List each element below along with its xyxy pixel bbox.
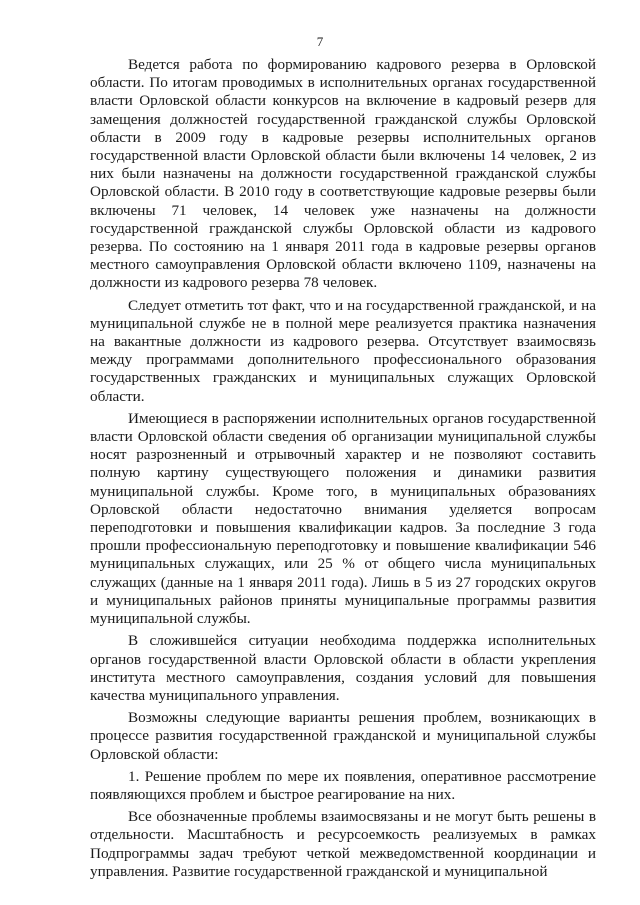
- paragraph-municipal-service-info: Имеющиеся в распоряжении исполнительных органов государственной власти Орловской области сведения об организации муниципальной службы носят разрозненный и отрывочный характер и не позволяют составить полную картину существующего положения и динамики развития муниципальной службы. Кроме того, в муниципальных образованиях Орловской области недостаточно внимания уделяется вопросам переподготовки и повышения квалификации кадров. За последние 3 года прошли профессиональную переподготовку и повышение квалификации 546 муниципальных служащих, или 25 % от общего числа муниципальных служащих (данные на 1 января 2011 года). Лишь в 5 из 27 городских округов и муниципальных районов приняты муниципальные программы развития муниципальной службы.: [90, 409, 596, 628]
- paragraph-option-one: 1. Решение проблем по мере их появления, оперативное рассмотрение появляющихся проблем и быстрое реагирование на них.: [90, 767, 596, 803]
- paragraph-personnel-reserve: Ведется работа по формированию кадрового резерва в Орловской области. По итогам проводимых в исполнительных органах государственной власти Орловской области конкурсов на включение в кадровый резерв для замещения должностей государственной гражданской службы Орловской области в 2009 году в кадровые резервы исполнительных органов государственной власти Орловской области были включены 14 человек, 2 из них были назначены на должности государственной гражданской службы Орловской области. В 2010 году в соответствующие кадровые резервы были включены 71 человек, 14 человек уже назначены на должности государственной гражданской службы Орловской области из кадрового резерва. По состоянию на 1 января 2011 года в кадровые резервы органов местного самоуправления Орловской области включено 1109, назначены на должности из кадрового резерва 78 человек.: [90, 56, 596, 292]
- document-body: [90, 56, 596, 881]
- paragraph-interconnected-problems: Все обозначенные проблемы взаимосвязаны и не могут быть решены в отдельности. Масштабность и ресурсоемкость реализуемых в рамках Подпрограммы задач требуют четкой межведомственной координации и управления. Развитие государственной гражданской и муниципальной: [90, 808, 596, 880]
- page-number: 7: [316, 34, 324, 49]
- paragraph-support-needed: В сложившейся ситуации необходима поддержка исполнительных органов государственной власти Орловской области в области укрепления института местного самоуправления, создания условий для повышения качества муниципального управления.: [90, 632, 596, 704]
- paragraph-reserve-practice: Следует отметить тот факт, что и на государственной гражданской, и на муниципальной службе не в полной мере реализуется практика назначения на вакантные должности из кадрового резерва. Отсутствует взаимосвязь между программами дополнительного профессионального образования государственных гражданских и муниципальных служащих Орловской области.: [90, 296, 596, 405]
- paragraph-solution-options: Возможны следующие варианты решения проблем, возникающих в процессе развития государственной гражданской и муниципальной службы Орловской области:: [90, 709, 596, 763]
